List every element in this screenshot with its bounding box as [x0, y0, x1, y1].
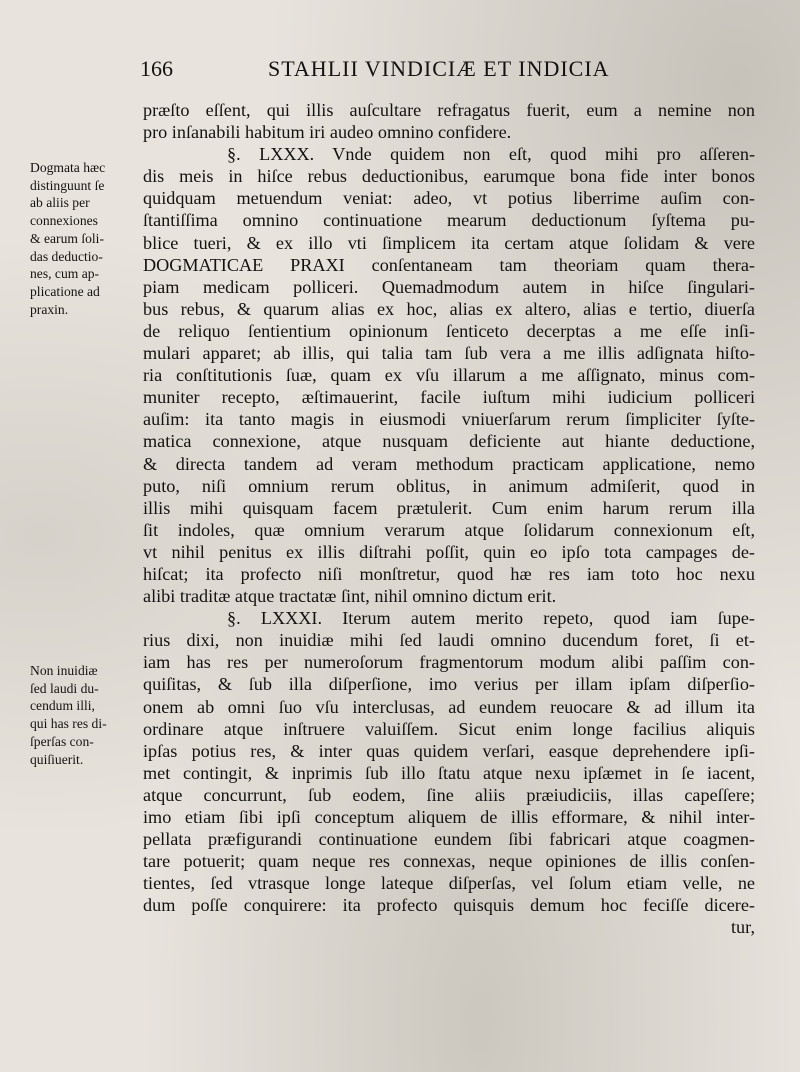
marginal-note-dogmata	[30, 159, 140, 318]
text-line: quiſitas, & ſub illa diſperſione, imo verius per illam ipſam diſperſio-	[143, 674, 755, 695]
page-number: 166	[140, 56, 173, 81]
marginal-note-line: ab aliis per	[30, 195, 90, 211]
text-line: auſim: ita tanto magis in eiusmodi vniuerſarum rerum ſimpliciter ſyſte-	[143, 409, 755, 430]
text-line: ria conſtitutionis ſuæ, quam ex vſu illarum a me aſſignato, minus com-	[143, 365, 755, 386]
section-heading-line: §. LXXX. Vnde quidem non eſt, quod mihi pro aſſeren-	[227, 144, 755, 165]
text-line: dis meis in hiſce rebus deductionibus, earumque bona fide inter bonos	[143, 166, 755, 187]
text-line: quidquam metuendum veniat: adeo, vt potius liberrime auſim con-	[143, 188, 755, 209]
marginal-note-line: ſperſas con-	[30, 733, 94, 749]
text-line: vt nihil penitus ex illis diſtrahi poſſit, quin eo ipſo tota campages de-	[143, 541, 755, 562]
marginal-note-line: das deductio-	[30, 248, 103, 264]
text-line: mulari apparet; ab illis, qui talia tam ſub vera a me illis adſignata hiſto-	[143, 343, 755, 364]
text-line: DOGMATICAE PRAXI conſentaneam tam theoriam quam thera-	[143, 254, 755, 275]
catchword: tur,	[730, 917, 755, 938]
marginal-note-line: cendum illi,	[30, 698, 95, 714]
marginal-note-line: nes, cum ap-	[30, 266, 100, 282]
marginal-note-line: qui has res di-	[30, 716, 107, 732]
marginal-note-line: ſed laudi du-	[30, 680, 99, 696]
text-line: puto, niſi omnium rerum oblitus, in animum admiſerit, quod in	[143, 475, 755, 496]
text-line: ipſas potius res, & inter quas quidem verſari, easque deprehendere ipſi-	[143, 740, 755, 761]
text-line: dum poſſe conquirere: ita profecto quisquis demum hoc feciſſe dicere-	[143, 895, 755, 916]
text-line: pellata præfigurandi continuatione eundem ſibi fabricari atque coagmen-	[143, 829, 755, 850]
marginal-note-line: quiſiuerit.	[30, 751, 84, 767]
text-line: præſto eſſent, qui illis auſcultare refragatus fuerit, eum a nemine non	[143, 100, 755, 120]
text-line: met contingit, & inprimis ſub illo ſtatu atque nexu ipſæmet in ſe iacent,	[143, 762, 755, 783]
text-line: de reliquo ſentientium opinionum ſenticeto decerptas a me eſſe inſi-	[143, 320, 755, 341]
text-line: ſit indoles, quæ omnium verarum atque ſolidarum connexionum eſt,	[143, 519, 755, 540]
marginal-note-line: Dogmata hæc	[30, 160, 106, 175]
marginal-note-line: praxin.	[30, 301, 69, 317]
marginal-note-line: connexiones	[30, 213, 98, 229]
text-line: illis mihi quisquam facem prætulerit. Cum enim harum rerum illa	[143, 497, 755, 518]
text-line: tare potuerit; quam neque res connexas, neque opiniones de illis conſen-	[143, 851, 755, 872]
text-line: ordinare atque inſtruere valuiſſem. Sicut enim longe facilius aliquis	[143, 718, 755, 739]
text-line: onem ab omni ſuo vſu interclusas, ad eundem reuocare & ad illum ita	[143, 696, 755, 717]
text-line: matica connexione, atque nusquam deficiente aut hiante deductione,	[143, 431, 755, 452]
marginal-note-line: plicatione ad	[30, 283, 100, 299]
marginal-note-line: & earum ſoli-	[30, 230, 104, 246]
marginal-note-line: distinguunt ſe	[30, 177, 105, 193]
text-line: bus rebus, & quarum alias ex hoc, alias ex altero, alias e tertio, diuerſa	[143, 298, 755, 319]
text-line: rius dixi, non inuidiæ mihi ſed laudi omnino ducendum foret, ſi et-	[143, 630, 755, 651]
marginal-note-non-inuidiae	[30, 662, 140, 768]
text-line: pro inſanabili habitum iri audeo omnino confidere.	[143, 122, 512, 143]
main-text	[143, 99, 755, 939]
text-line: ſtantiſſima omnino continuatione mearum deductionum ſyſtema pu-	[143, 210, 755, 231]
text-line: imo etiam ſibi ipſi conceptum aliquem de illis efformare, & nihil inter-	[143, 807, 755, 827]
marginal-note-line: Non inuidiæ	[30, 663, 98, 678]
text-line: muniter recepto, æſtimauerint, facile iuſtum mihi iudicium polliceri	[143, 387, 755, 408]
page-header	[140, 56, 760, 86]
text-line: tientes, ſed vtrasque longe lateque diſperſas, vel ſolum etiam velle, ne	[143, 873, 755, 894]
section-heading-line: §. LXXXI. Iterum autem merito repeto, quod iam ſupe-	[227, 608, 755, 629]
text-line: piam medicam polliceri. Quemadmodum autem in hiſce ſingulari-	[143, 276, 755, 297]
text-line: atque concurrunt, ſub eodem, ſine aliis præiudiciis, illas capeſſere;	[143, 784, 755, 805]
text-line: blice tueri, & ex illo vti ſimplicem ita certam atque ſolidam & vere	[143, 232, 755, 253]
running-title: STAHLII VINDICIÆ ET INDICIA	[268, 56, 610, 81]
text-line: alibi traditæ atque tractatæ ſint, nihil omnino dictum erit.	[143, 586, 557, 607]
text-line: & directa tandem ad veram methodum practicam applicatione, nemo	[143, 453, 755, 474]
text-line: iam has res per numeroſorum fragmentorum modum alibi paſſim con-	[143, 652, 755, 673]
text-line: hiſcat; ita profecto niſi monſtretur, quod hæ res iam toto hoc nexu	[143, 563, 755, 584]
